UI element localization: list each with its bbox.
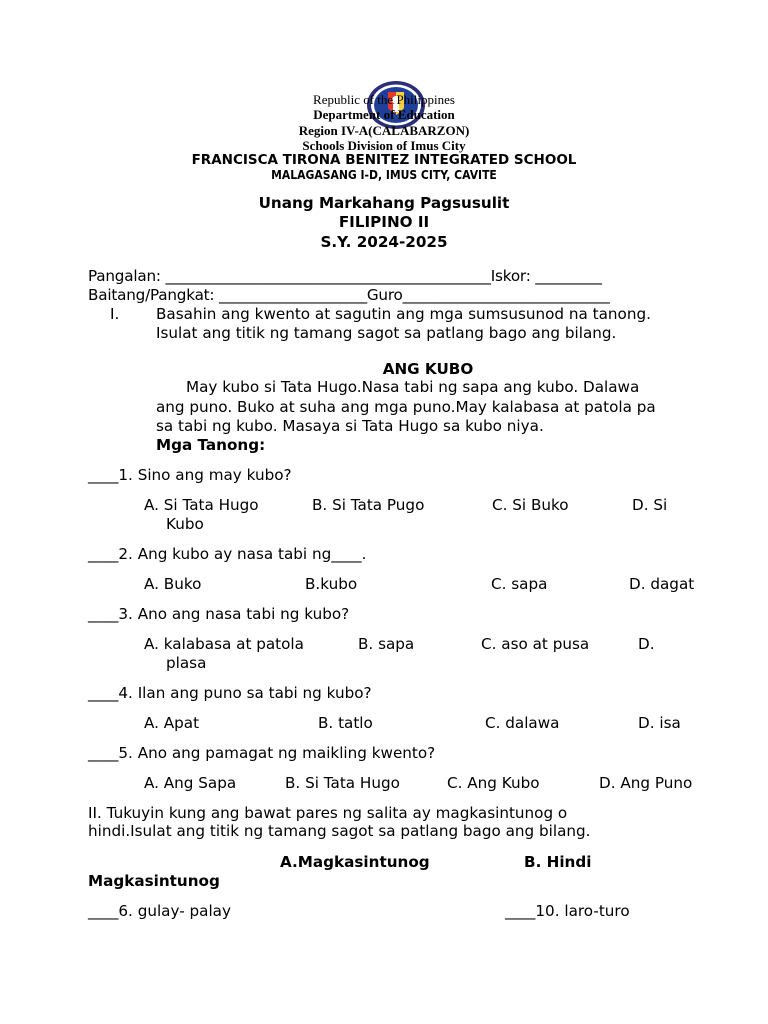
q4-choice-c: C. dalawa <box>485 714 560 732</box>
q2-choice-d: D. dagat <box>629 575 695 593</box>
question-2: ____2. Ang kubo ay nasa tabi ng____. <box>88 545 367 563</box>
header-republic: Republic of the Philippines <box>313 92 455 107</box>
part1-numeral: I. <box>110 305 120 323</box>
q3-choice-d-wrap: plasa <box>166 654 207 672</box>
q2-choice-a: A. Buko <box>144 575 202 593</box>
q1-choice-c: C. Si Buko <box>492 496 569 514</box>
part2-instruction-line2: hindi.Isulat ang titik ng tamang sagot sa patlang bago ang bilang. <box>88 822 591 840</box>
part1-instruction-line2: Isulat ang titik ng tamang sagot sa patlang bago ang bilang. <box>156 324 617 342</box>
part2-instruction-line1: II. Tukuyin kung ang bawat pares ng salita ay magkasintunog o <box>88 804 568 822</box>
q5-choice-d: D. Ang Puno <box>599 774 693 792</box>
question-5: ____5. Ano ang pamagat ng maikling kwento? <box>88 744 436 762</box>
q3-choice-a: A. kalabasa at patola <box>144 635 304 653</box>
story-line3: sa tabi ng kubo. Masaya si Tata Hugo sa kubo niya. <box>156 417 544 435</box>
q3-choice-b: B. sapa <box>358 635 415 653</box>
q4-choice-b: B. tatlo <box>318 714 373 732</box>
q3-choice-d: D. <box>638 635 655 653</box>
part2-option-a: A.Magkasintunog <box>280 853 430 871</box>
school-year: S.Y. 2024-2025 <box>320 233 448 251</box>
story-line1: May kubo si Tata Hugo.Nasa tabi ng sapa ang kubo. Dalawa <box>186 378 640 396</box>
q1-choice-a: A. Si Tata Hugo <box>144 496 259 514</box>
part1-instruction-line1: Basahin ang kwento at sagutin ang mga sumsusunod na tanong. <box>156 305 651 323</box>
q1-choice-d-wrap: Kubo <box>166 515 204 533</box>
item-6: ____6. gulay- palay <box>88 902 231 920</box>
grade-teacher-line: Baitang/Pangkat: ____________________Guro____________________________ <box>88 286 610 304</box>
story-line2: ang puno. Buko at suha ang mga puno.May kalabasa at patola pa <box>156 398 656 416</box>
q5-choice-b: B. Si Tata Hugo <box>285 774 400 792</box>
part2-option-b: B. Hindi <box>524 853 592 871</box>
part2-option-b-wrap: Magkasintunog <box>88 872 220 890</box>
name-score-line: Pangalan: ____________________________________________Iskor: _________ <box>88 267 602 285</box>
header-region: Region IV-A(CALABARZON) <box>298 123 470 138</box>
school-address: MALAGASANG I-D, IMUS CITY, CAVITE <box>271 168 497 182</box>
story-title: ANG KUBO <box>382 360 474 378</box>
q2-choice-b: B.kubo <box>305 575 358 593</box>
question-1: ____1. Sino ang may kubo? <box>88 466 292 484</box>
q1-choice-d: D. Si <box>632 496 668 514</box>
question-4: ____4. Ilan ang puno sa tabi ng kubo? <box>88 684 372 702</box>
q5-choice-c: C. Ang Kubo <box>447 774 540 792</box>
q1-choice-b: B. Si Tata Pugo <box>312 496 425 514</box>
school-name: FRANCISCA TIRONA BENITEZ INTEGRATED SCHOOL <box>191 152 577 168</box>
q4-choice-d: D. isa <box>638 714 681 732</box>
q5-choice-a: A. Ang Sapa <box>144 774 237 792</box>
q4-choice-a: A. Apat <box>144 714 200 732</box>
exam-title: Unang Markahang Pagsusulit <box>258 194 510 212</box>
question-3: ____3. Ano ang nasa tabi ng kubo? <box>88 605 350 623</box>
q3-choice-c: C. aso at pusa <box>481 635 590 653</box>
subject-title: FILIPINO II <box>338 213 430 231</box>
questions-label: Mga Tanong: <box>156 436 266 454</box>
header-division: Schools Division of Imus City <box>302 138 466 153</box>
item-10: ____10. laro-turo <box>505 902 630 920</box>
q2-choice-c: C. sapa <box>491 575 548 593</box>
header-department: Department of Education <box>313 107 455 122</box>
